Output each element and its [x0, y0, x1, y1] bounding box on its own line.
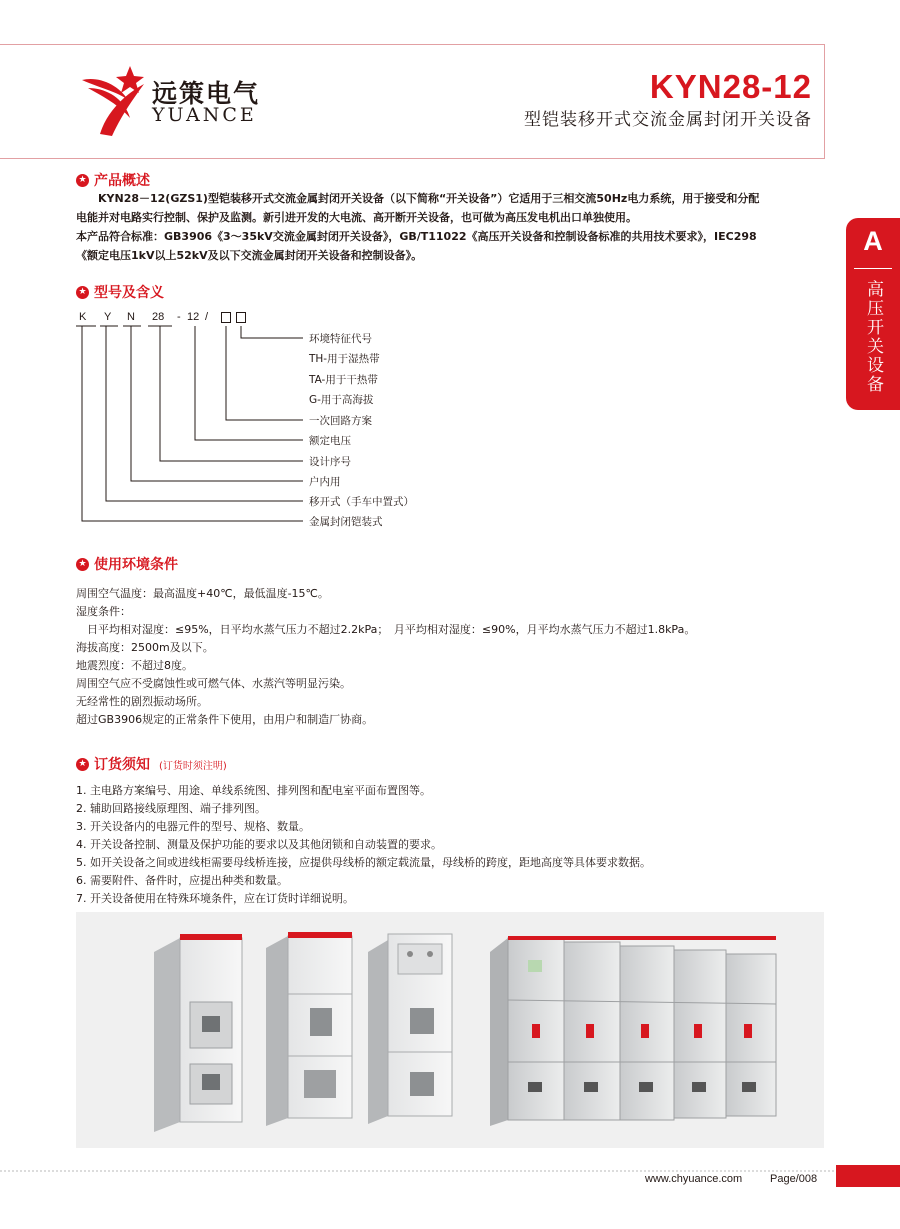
diagram-label: TA-用于干热带: [309, 374, 378, 386]
overview-line: 本产品符合标准：GB3906《3～35kV交流金属封闭开关设备》，GB/T11022《高压开关设备和控制设备标准的共用技术要求》，IEC298: [76, 230, 757, 243]
ordering-item: 5. 如开关设备之间或进线柜需要母线桥连接，应提供母线桥的额定载流量，母线桥的跨度，距地高度等具体要求数据。: [76, 856, 651, 869]
model-code-char: K: [79, 311, 87, 323]
diagram-label: 环境特征代号: [309, 333, 372, 345]
star-icon: ★: [76, 758, 89, 771]
environment-line: 周围空气温度：最高温度+40℃，最低温度-15℃。: [76, 587, 329, 600]
environment-line: 超过GB3906规定的正常条件下使用，由用户和制造厂协商。: [76, 713, 374, 726]
diagram-label: 额定电压: [309, 435, 351, 447]
section-heading-ordering: [76, 754, 227, 774]
overview-line: 电能并对电路实行控制、保护及监测。新引进开发的大电流、高开断开关设备，也可做为高压发电机出口单独使用。: [76, 211, 637, 224]
environment-line: 日平均相对湿度：≤95%，日平均水蒸气压力不超过2.2kPa； 月平均相对湿度：≤90%，月平均水蒸气压力不超过1.8kPa。: [76, 623, 696, 636]
diagram-label: TH-用于湿热带: [309, 353, 380, 365]
ordering-item: 6. 需要附件、备件时，应提出种类和数量。: [76, 874, 288, 887]
switchgear-cabinets-illustration: [76, 912, 824, 1148]
page-subtitle: 型铠装移开式交流金属封闭开关设备: [524, 110, 812, 130]
section-title: 型号及含义: [94, 285, 164, 301]
environment-text: [76, 585, 826, 729]
ordering-item: 3. 开关设备内的电器元件的型号、规格、数量。: [76, 820, 310, 833]
model-code-char: /: [205, 311, 209, 323]
brand-name-cn: 远策电气: [152, 79, 261, 108]
overview-line: 《额定电压1kV以上52kV及以下交流金属封闭开关设备和控制设备》。: [76, 249, 423, 262]
model-code-char: 12: [187, 311, 200, 323]
ordering-item: 7. 开关设备使用在特殊环境条件，应在订货时详细说明。: [76, 892, 354, 905]
page-title: KYN28-12: [649, 68, 812, 105]
ordering-list: [76, 782, 826, 908]
model-code-char: N: [127, 311, 135, 323]
footer-accent-bar: [836, 1165, 900, 1187]
diagram-label: G-用于高海拔: [309, 394, 374, 406]
environment-line: 无经常性的剧烈振动场所。: [76, 695, 208, 708]
ordering-item: 2. 辅助回路接线原理图、端子排列图。: [76, 802, 266, 815]
overview-line: KYN28－12(GZS1)型铠装移开式交流金属封闭开关设备（以下简称“开关设备”）它适用于三相交流50Hz电力系统，用于接受和分配: [98, 192, 760, 205]
diagram-label: 设计序号: [309, 456, 351, 468]
environment-line: 海拔高度：2500m及以下。: [76, 641, 214, 654]
model-code-char: Y: [104, 311, 112, 323]
brand-name-en: YUANCE: [152, 104, 257, 126]
diagram-label: 移开式（手车中置式）: [309, 496, 414, 508]
ordering-item: 4. 开关设备控制、测量及保护功能的要求以及其他闭锁和自动装置的要求。: [76, 838, 442, 851]
model-code-char: 28: [152, 311, 165, 323]
section-title: 使用环境条件: [94, 557, 178, 573]
ordering-item: 1. 主电路方案编号、用途、单线系统图、排列图和配电室平面布置图等。: [76, 784, 431, 797]
model-diagram-lines: [0, 0, 900, 540]
section-title: 产品概述: [94, 173, 150, 189]
footer-website[interactable]: www.chyuance.com: [645, 1173, 743, 1185]
side-tab-label: 高压开关设备: [863, 280, 883, 394]
environment-line: 地震烈度：不超过8度。: [76, 659, 193, 672]
section-note: (订货时须注明): [159, 760, 227, 772]
diagram-label: 一次回路方案: [309, 415, 372, 427]
section-heading-environment: [76, 554, 178, 574]
footer-dotted-line: [0, 1170, 900, 1174]
star-icon: ★: [76, 286, 89, 299]
product-photo: [76, 912, 824, 1148]
environment-line: 周围空气应不受腐蚀性或可燃气体、水蒸汽等明显污染。: [76, 677, 351, 690]
star-icon: ★: [76, 174, 89, 187]
footer-page-number: Page/008: [770, 1173, 818, 1185]
section-title: 订货须知: [94, 757, 150, 773]
side-tab-letter: A: [863, 226, 883, 256]
diagram-label: 金属封闭铠装式: [309, 516, 383, 528]
star-icon: ★: [76, 558, 89, 571]
environment-line: 湿度条件：: [76, 605, 131, 618]
diagram-label: 户内用: [309, 476, 341, 488]
model-code-char: -: [177, 311, 181, 323]
